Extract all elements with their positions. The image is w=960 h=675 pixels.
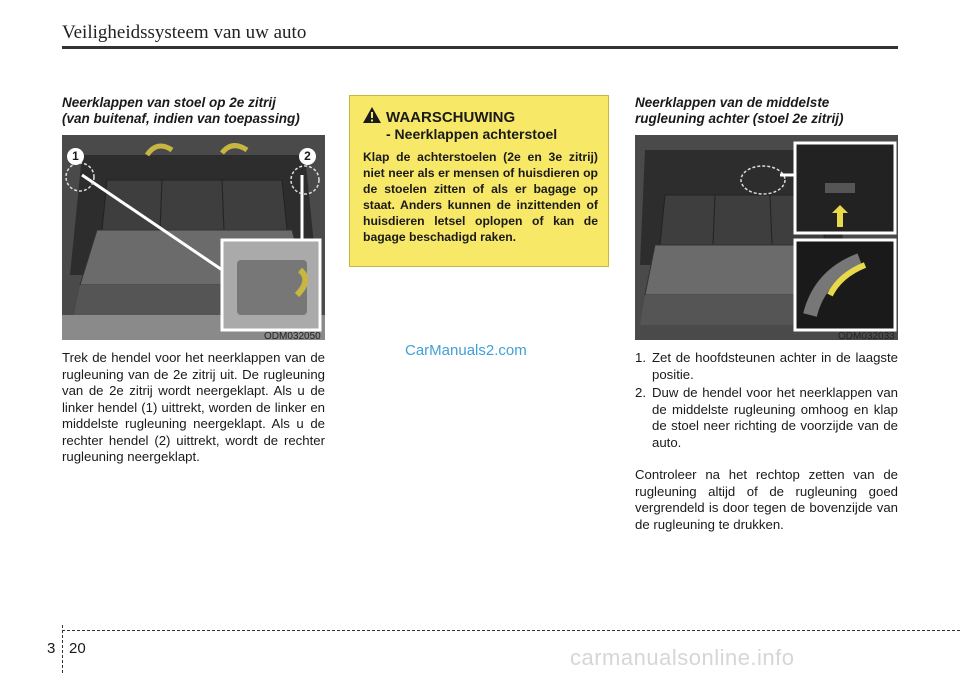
footer-rule-vertical: [62, 625, 63, 673]
cargo-photo-right: [635, 135, 898, 340]
cargo-photo-left: [62, 135, 325, 340]
watermark-text: CarManuals2.com: [405, 342, 527, 359]
right-section-title: [635, 95, 844, 127]
right-steps-list: [635, 350, 898, 453]
warning-box: [349, 95, 609, 267]
site-watermark: carmanualsonline.info: [570, 645, 795, 670]
warning-triangle-icon: [362, 106, 382, 124]
page-header-title: Veiligheidssysteem van uw auto: [62, 22, 307, 43]
left-section-title: [62, 95, 300, 127]
cargo-illustration-left: [62, 135, 325, 340]
warning-head: [362, 106, 382, 124]
callout-2: 2: [299, 148, 316, 165]
step-number: 2.: [635, 385, 646, 400]
left-body-text: Trek de hendel voor het neerklappen van de rugleuning van de 2e zitrij uit. De rugleuning van de 2e zitrij wordt neergeklapt. Als u de linker hendel (1) uittrekt, worden de linker en middelste rugleuning neergeklapt. Als u de rechter hendel (2) uittrekt, wordt de rechter rugleuning neergeklapt.: [62, 350, 325, 464]
list-item: [635, 385, 898, 451]
right-body-text: Controleer na het rechtop zetten van de rugleuning altijd of de rugleuning goed vergrendeld is door tegen de bovenzijde van de rugleuning te drukken.: [635, 467, 898, 532]
right-title-line2: rugleuning achter (stoel 2e zitrij): [635, 111, 844, 126]
left-title-line2: (van buitenaf, indien van toepassing): [62, 111, 300, 126]
left-title-line1: Neerklappen van stoel op 2e zitrij: [62, 95, 276, 110]
right-image-code: ODM032033: [838, 331, 895, 342]
header-rule: [62, 46, 898, 49]
right-title-line1: Neerklappen van de middelste: [635, 95, 830, 110]
step-text: Duw de hendel voor het neerklappen van de middelste rugleuning omhoog en klap de stoel neer richting de voorzijde van de auto.: [652, 385, 898, 450]
footer-rule-horizontal: [62, 630, 960, 631]
chapter-number: 3: [47, 640, 56, 657]
callout-1: 1: [67, 148, 84, 165]
list-item: [635, 350, 898, 383]
warning-subtitle: - Neerklappen achterstoel: [386, 126, 558, 142]
warning-body: Klap de achterstoelen (2e en 3e zitrij) niet neer als er mensen of huisdieren op de stoelen zitten of als er bagage op staat. Anders kunnen de inzittenden of huisdieren letsel oplopen of kan de bagage beschadigd raken.: [363, 150, 598, 244]
page-number: 20: [69, 640, 86, 657]
cargo-illustration-right: [635, 135, 898, 340]
step-text: Zet de hoofdsteunen achter in de laagste positie.: [652, 350, 898, 382]
left-image-code: ODM032050: [264, 331, 321, 342]
warning-title: WAARSCHUWING: [386, 109, 516, 126]
step-number: 1.: [635, 350, 646, 365]
